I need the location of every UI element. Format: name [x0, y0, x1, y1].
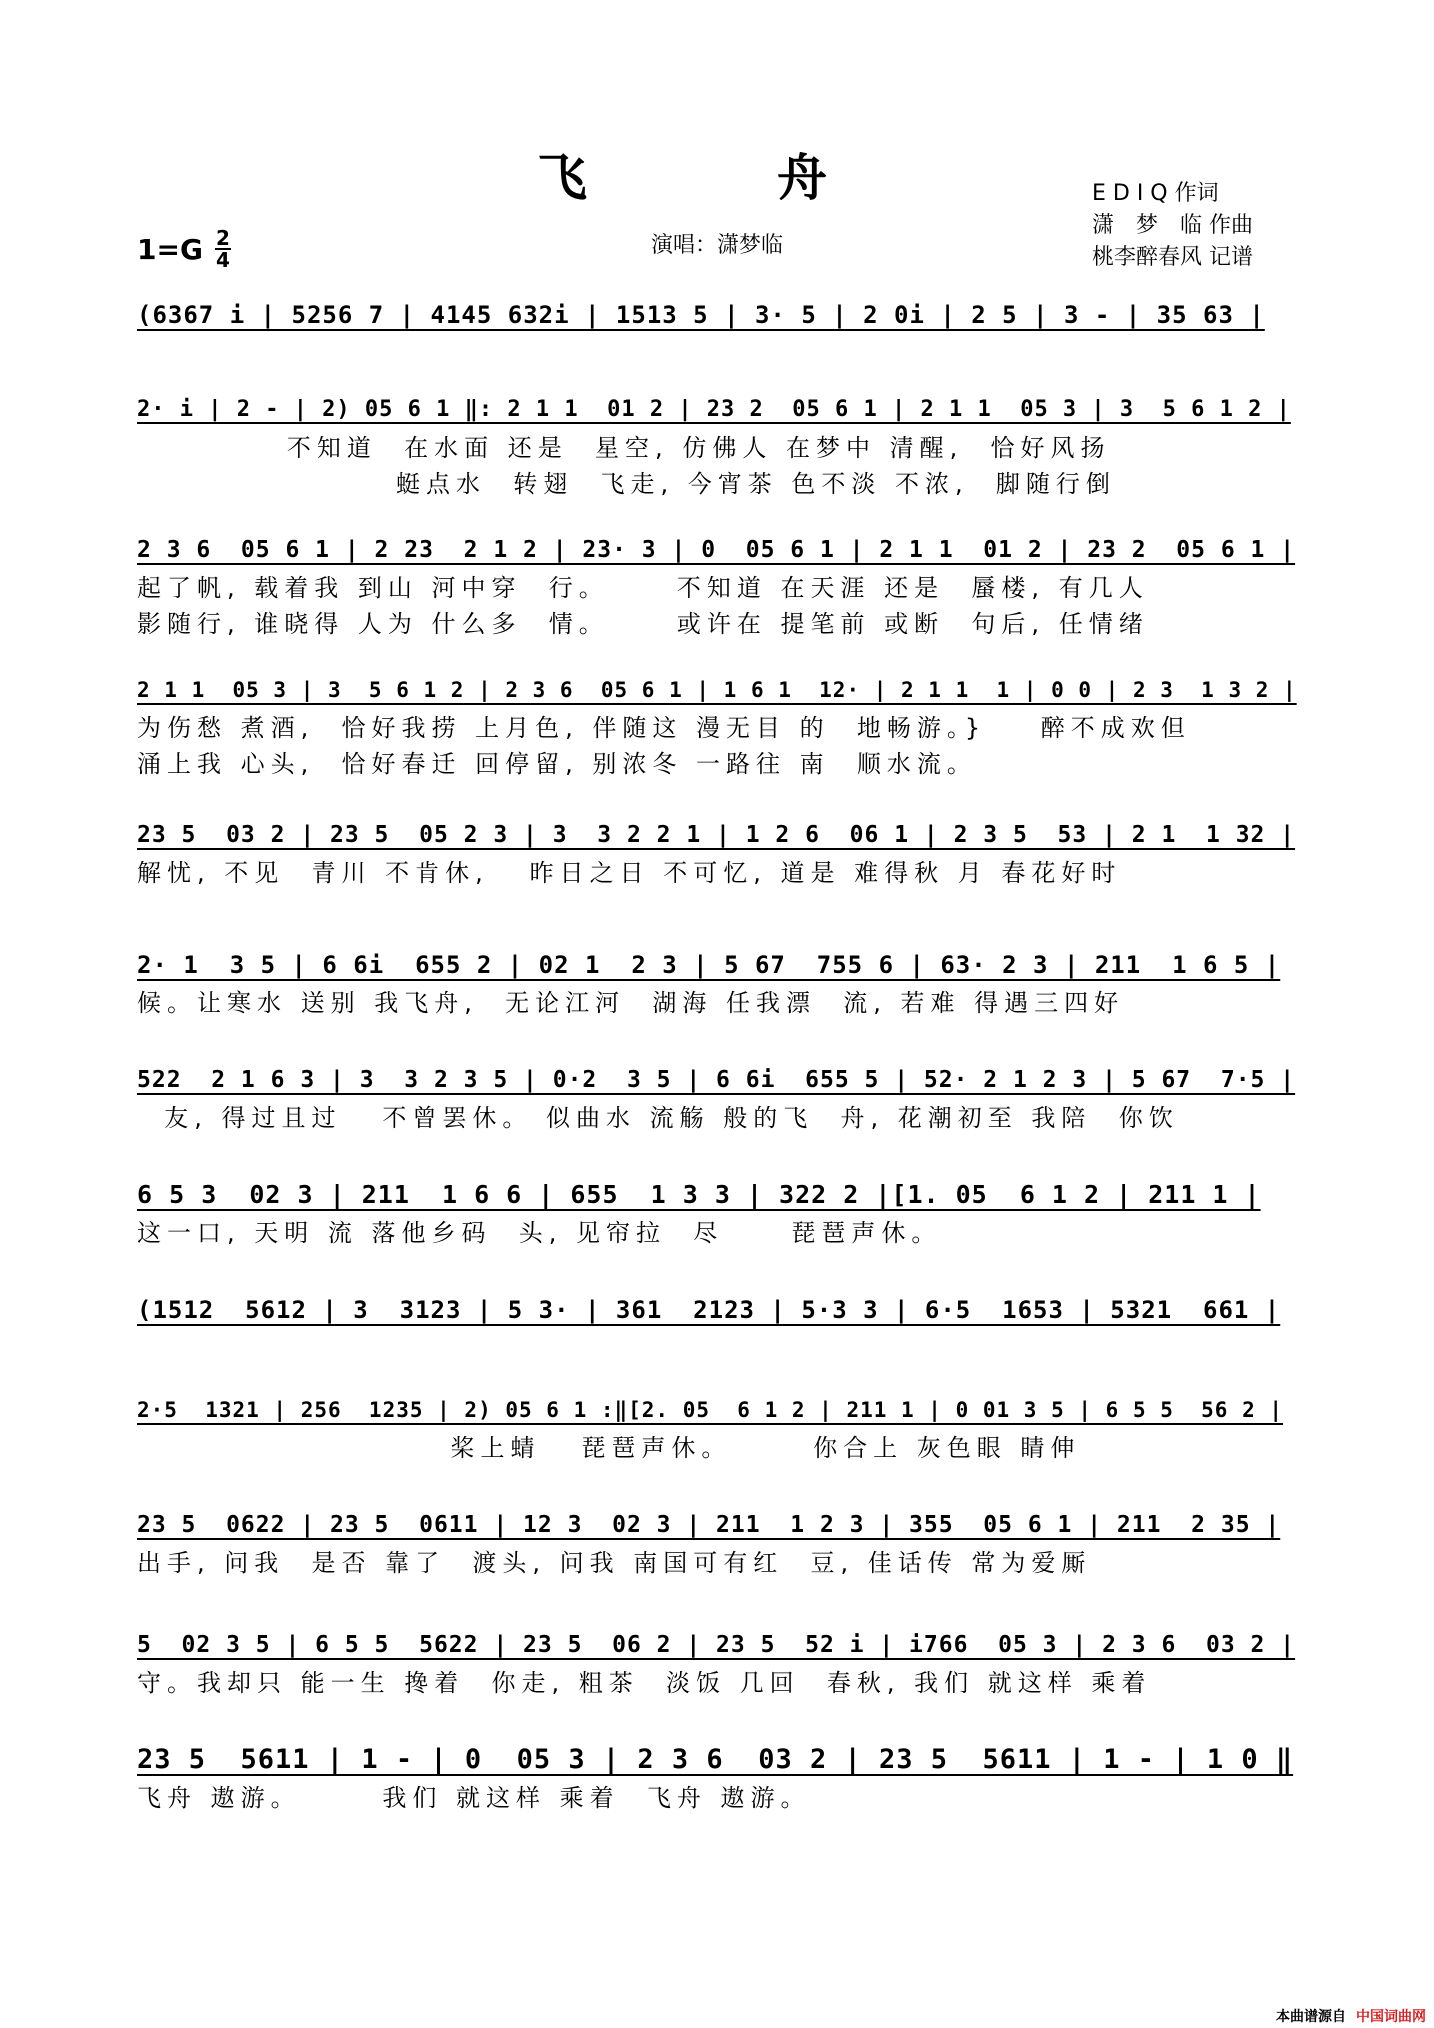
score-system	[137, 670, 1297, 782]
lyric-line: 友, 得过且过 不曾罢休。 似曲水 流觞 般的飞 舟, 花潮初至 我陪 你饮	[137, 1104, 1179, 1132]
notation-line: 23 5 03 2 | 23 5 05 2 3 | 3 3 2 2 1 | 1 2 6 06 1 | 2 3 5 53 | 2 1 1 32 |	[137, 822, 1296, 848]
notation-line: 2· i | 2 - | 2) 05 6 1 ‖: 2 1 1 01 2 | 23 2 05 6 1 | 2 1 1 05 3 | 3 5 6 1 2 |	[137, 397, 1291, 422]
score-system	[137, 1505, 1297, 1581]
score-system	[137, 1740, 1297, 1816]
lyric-line: 为伤愁 煮酒, 恰好我捞 上月色, 伴随这 漫无目 的 地畅游。} 醉不成欢但	[137, 714, 1191, 742]
score-system	[137, 1390, 1297, 1466]
score-system	[137, 530, 1297, 642]
lyric-line: 涌上我 心头, 恰好春迁 回停留, 别浓冬 一路往 南 顺水流。	[137, 750, 977, 778]
singer-credit: 演唱：潇梦临	[650, 233, 783, 258]
lyric-line: 解忧, 不见 青川 不肯休, 昨日之日 不可忆, 道是 难得秋 月 春花好时	[137, 859, 1122, 887]
time-signature-bottom: 4	[215, 248, 230, 272]
notation-line: 5 02 3 5 | 6 5 5 5622 | 23 5 06 2 | 23 5 52 i | i766 05 3 | 2 3 6 03 2 |	[137, 1632, 1296, 1658]
lyric-line: 蜓点水 转翅 飞走, 今宵茶 色不淡 不浓, 脚随行倒	[137, 470, 1116, 498]
song-title: 飞 舟	[537, 148, 897, 207]
notation-line: 6 5 3 02 3 | 211 1 6 6 | 655 1 3 3 | 322 2 |[1. 05 6 1 2 | 211 1 |	[137, 1180, 1261, 1209]
notation-line: 522 2 1 6 3 | 3 3 2 3 5 | 0·2 3 5 | 6 6i 655 5 | 52· 2 1 2 3 | 5 67 7·5 |	[137, 1067, 1296, 1093]
lyric-line: 起了帆, 载着我 到山 河中穿 行。 不知道 在天涯 还是 蜃楼, 有几人	[137, 574, 1149, 602]
notation-line: 2·5 1321 | 256 1235 | 2) 05 6 1 :‖[2. 05 6 1 2 | 211 1 | 0 01 3 5 | 6 5 5 56 2 |	[137, 1398, 1284, 1422]
key-label: 1=G	[137, 232, 203, 266]
lyricist-credit: E D I Q 作词	[1092, 181, 1219, 206]
lyric-line: 出手, 问我 是否 靠了 渡头, 问我 南国可有红 豆, 佳话传 常为爱厮	[137, 1549, 1092, 1577]
notation-line: (6367 i | 5256 7 | 4145 632i | 1513 5 | 3· 5 | 2 0i | 2 5 | 3 - | 35 63 |	[137, 301, 1265, 329]
transcriber-credit: 桃李醉春风 记谱	[1092, 245, 1253, 270]
lyric-line: 桨上蜻 琵琶声休。 你合上 灰色眼 睛伸	[137, 1434, 1081, 1462]
lyric-line: 不知道 在水面 还是 星空, 仿佛人 在梦中 清醒, 恰好风扬	[137, 434, 1111, 462]
composer-credit: 潇 梦 临 作曲	[1092, 213, 1253, 238]
score-system	[137, 390, 1297, 502]
lyric-line: 守。我却只 能一生 搀着 你走, 粗茶 淡饭 几回 春秋, 我们 就这样 乘着	[137, 1669, 1152, 1697]
notation-line: 2· 1 3 5 | 6 6i 655 2 | 02 1 2 3 | 5 67 755 6 | 63· 2 3 | 211 1 6 5 |	[137, 951, 1281, 979]
notation-line: (1512 5612 | 3 3123 | 5 3· | 361 2123 | 5·3 3 | 6·5 1653 | 5321 661 |	[137, 1296, 1281, 1324]
lyric-line: 候。让寒水 送别 我飞舟, 无论江河 湖海 任我漂 流, 若难 得遇三四好	[137, 989, 1125, 1017]
credits-block	[1092, 178, 1253, 274]
time-signature-top: 2	[215, 226, 230, 250]
score-system	[137, 295, 1297, 335]
notation-line: 23 5 0622 | 23 5 0611 | 12 3 02 3 | 211 1 2 3 | 355 05 6 1 | 211 2 35 |	[137, 1512, 1281, 1538]
score-system	[137, 1060, 1297, 1136]
notation-line: 2 1 1 05 3 | 3 5 6 1 2 | 2 3 6 05 6 1 | 1 6 1 12· | 2 1 1 1 | 0 0 | 2 3 1 3 2 |	[137, 678, 1297, 702]
notation-line: 2 3 6 05 6 1 | 2 23 2 1 2 | 23· 3 | 0 05 6 1 | 2 1 1 01 2 | 23 2 05 6 1 |	[137, 537, 1296, 563]
lyric-line: 这一口, 天明 流 落他乡码 头, 见帘拉 尽 琵琶声休。	[137, 1219, 942, 1247]
score-system	[137, 1290, 1297, 1330]
lyric-line: 飞舟 遨游。 我们 就这样 乘着 飞舟 遨游。	[137, 1784, 811, 1812]
score-system	[137, 945, 1297, 1021]
notation-line: 23 5 5611 | 1 - | 0 05 3 | 2 3 6 03 2 | 23 5 5611 | 1 - | 1 0 ‖	[137, 1744, 1294, 1775]
score-system	[137, 815, 1297, 891]
score-system	[137, 1175, 1297, 1251]
score-system	[137, 1625, 1297, 1701]
watermark-source-text: 本曲谱源自	[1276, 2009, 1346, 2025]
watermark-site-name: 中国词曲网	[1356, 2009, 1426, 2025]
source-watermark	[1276, 2006, 1426, 2026]
lyric-line: 影随行, 谁晓得 人为 什么多 情。 或许在 提笔前 或断 句后, 任情绪	[137, 610, 1149, 638]
